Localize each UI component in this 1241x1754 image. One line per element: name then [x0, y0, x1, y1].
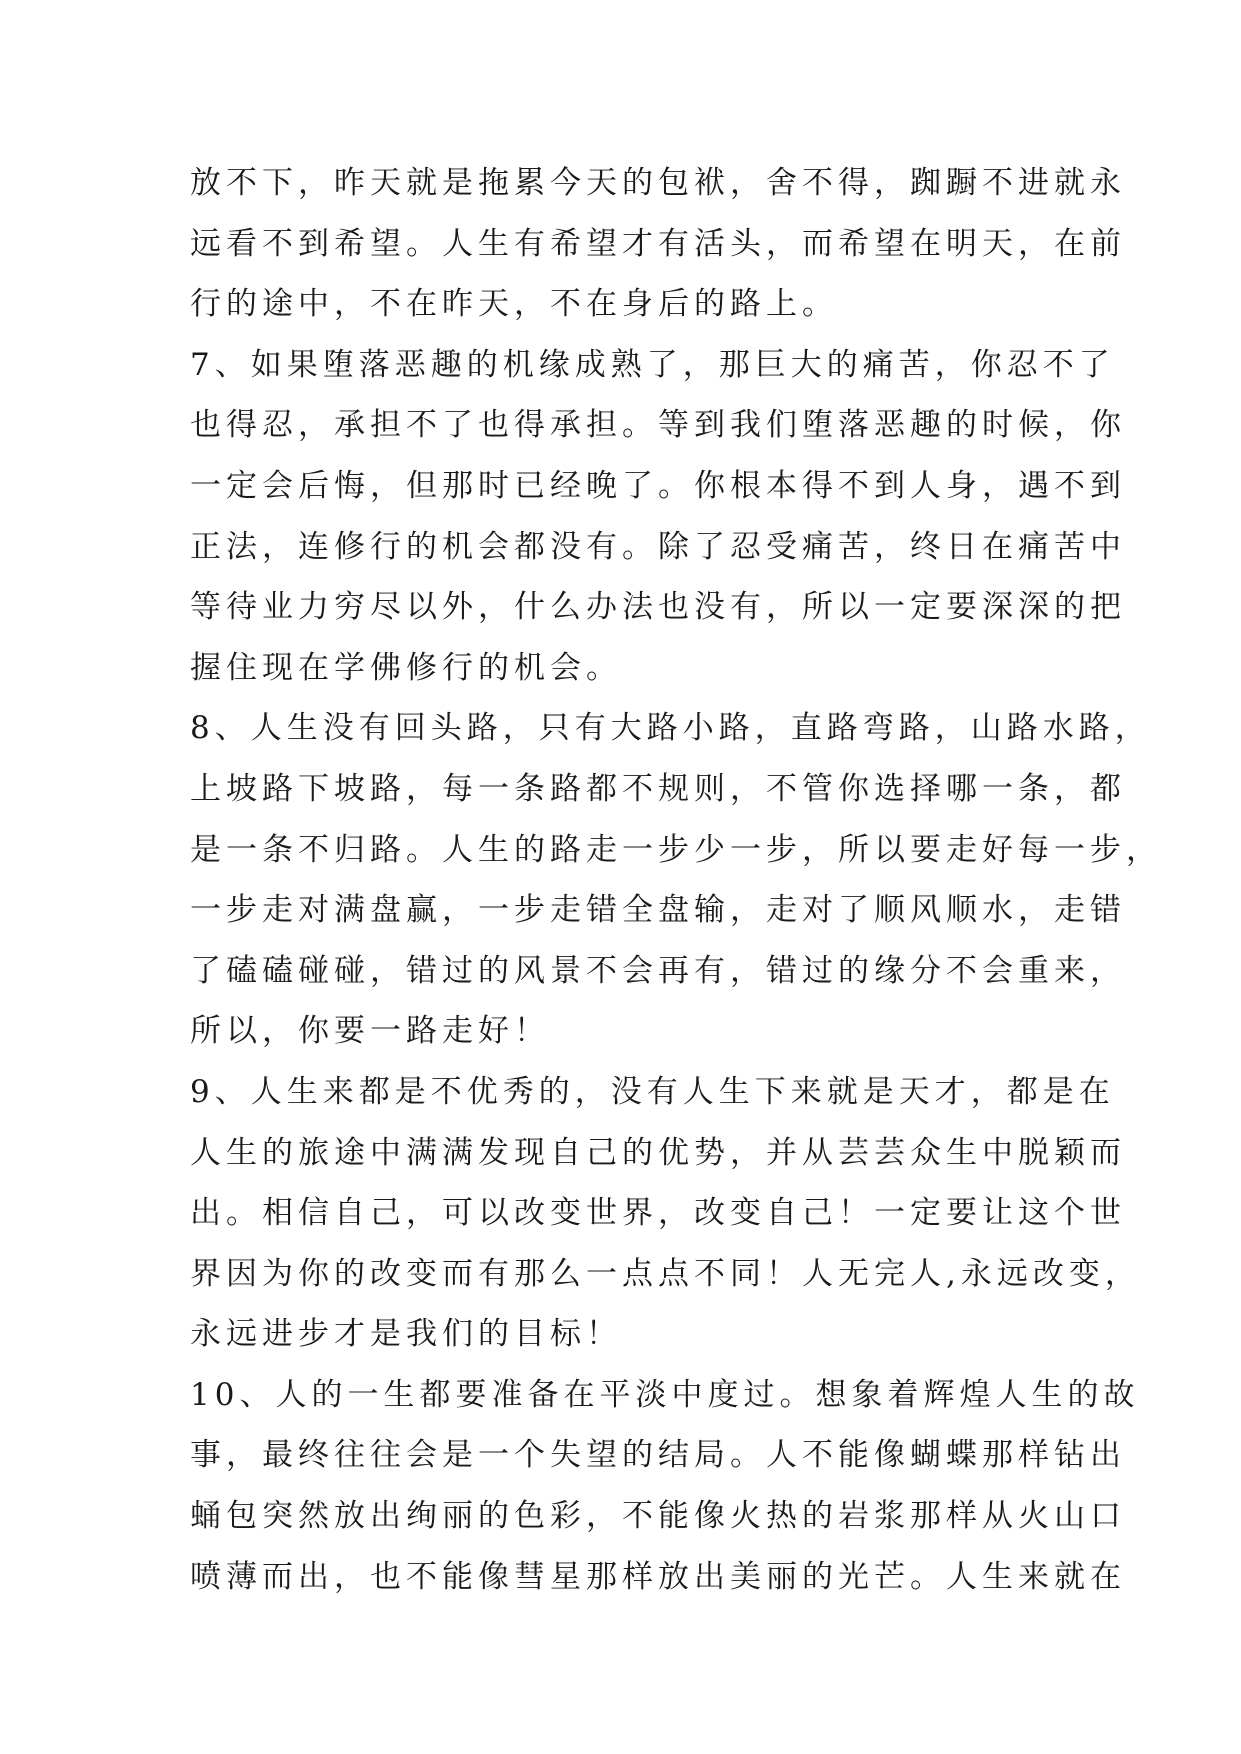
- text-line: 人生的旅途中满满发现自己的优势，并从芸芸众生中脱颖而: [190, 1134, 1126, 1171]
- text-line: 界因为你的改变而有那么一点点不同！人无完人,永远改变，: [190, 1255, 1141, 1292]
- text-line: 一定会后悔，但那时已经晚了。你根本得不到人身，遇不到: [190, 467, 1126, 504]
- text-line: 所以，你要一路走好！: [190, 1013, 550, 1050]
- text-line: 9、人生来都是不优秀的，没有人生下来就是天才，都是在: [190, 1073, 1115, 1110]
- text-line: 行的途中，不在昨天，不在身后的路上。: [190, 286, 838, 323]
- text-line: 永远进步才是我们的目标！: [190, 1316, 622, 1353]
- text-line: 了磕磕碰碰，错过的风景不会再有，错过的缘分不会重来，: [190, 952, 1126, 989]
- text-line: 正法，连修行的机会都没有。除了忍受痛苦，终日在痛苦中: [190, 528, 1126, 565]
- text-line: 喷薄而出，也不能像彗星那样放出美丽的光芒。人生来就在: [190, 1558, 1126, 1595]
- text-line: 7、如果堕落恶趣的机缘成熟了，那巨大的痛苦，你忍不了: [190, 346, 1115, 383]
- text-line: 是一条不归路。人生的路走一步少一步，所以要走好每一步，: [190, 831, 1162, 868]
- text-line: 10、人的一生都要准备在平淡中度过。想象着辉煌人生的故: [190, 1376, 1140, 1413]
- text-line: 也得忍，承担不了也得承担。等到我们堕落恶趣的时候，你: [190, 407, 1126, 444]
- text-line: 远看不到希望。人生有希望才有活头，而希望在明天，在前: [190, 225, 1126, 262]
- text-line: 一步走对满盘赢，一步走错全盘输，走对了顺风顺水，走错: [190, 892, 1126, 929]
- text-line: 上坡路下坡路，每一条路都不规则，不管你选择哪一条，都: [190, 770, 1126, 807]
- text-line: 出。相信自己，可以改变世界，改变自己！一定要让这个世: [190, 1195, 1126, 1232]
- document-page: [190, 153, 1162, 1607]
- text-line: 事，最终往往会是一个失望的结局。人不能像蝴蝶那样钻出: [190, 1437, 1126, 1474]
- text-line: 蛹包突然放出绚丽的色彩，不能像火热的岩浆那样从火山口: [190, 1498, 1126, 1535]
- text-line: 握住现在学佛修行的机会。: [190, 649, 622, 686]
- text-line: 8、人生没有回头路，只有大路小路，直路弯路，山路水路，: [190, 710, 1151, 747]
- text-line: 放不下，昨天就是拖累今天的包袱，舍不得，踟蹰不进就永: [190, 165, 1126, 201]
- text-line: 等待业力穷尽以外，什么办法也没有，所以一定要深深的把: [190, 589, 1126, 626]
